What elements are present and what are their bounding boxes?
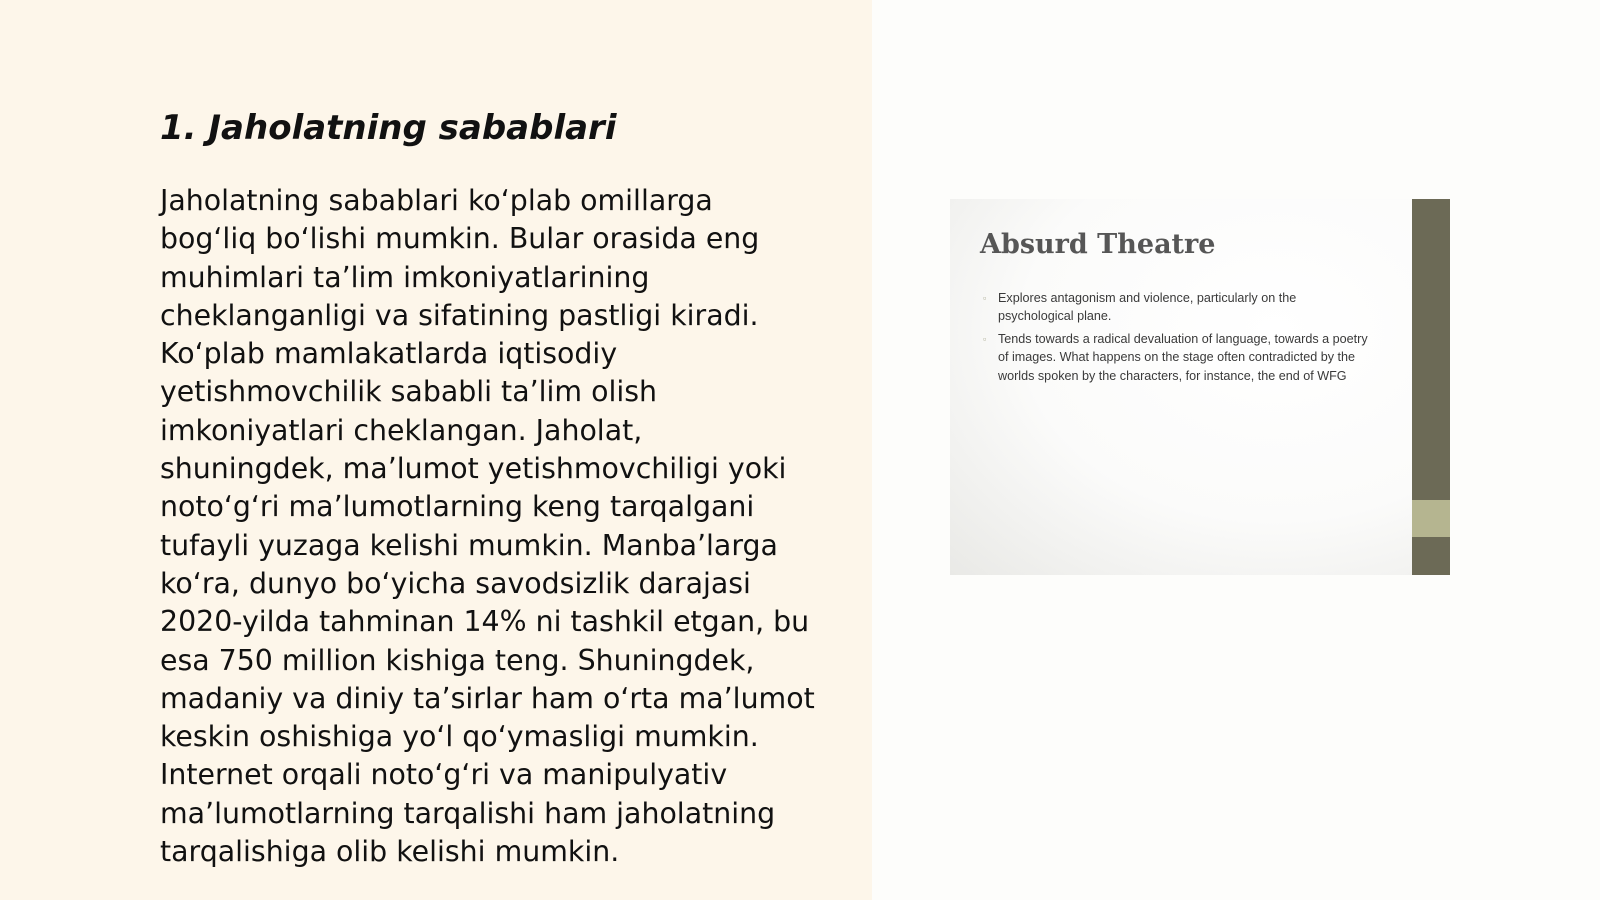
slide-title: 1. Jaholatning sabablari — [160, 108, 617, 148]
slide-body-text: Jaholatning sabablari koʻplab omillarga bogʻliq boʻlishi mumkin. Bular orasida eng muhimlari taʼlim imkoniyatlarining cheklanganligi va sifatining pastligi kiradi. Koʻplab mamlakatlarda iqtisodiy yetishmovchilik sababli taʼlim olish imkoniyatlari cheklangan. Jaholat, shuningdek, maʼlumot yetishmovchiligi yoki notoʻgʻri maʼlumotlarning keng tarqalgani tufayli yuzaga kelishi mumkin. Manbaʼlarga koʻra, dunyo boʻyicha savodsizlik darajasi 2020-yilda tahminan 14% ni tashkil etgan, bu esa 750 million kishiga teng. Shuningdek, madaniy va diniy taʼsirlar ham oʻrta maʼlumot keskin oshishiga yoʻl qoʻymasligi mumkin. Internet orqali notoʻgʻri va manipulyativ maʼlumotlarning tarqalishi ham jaholatning tarqalishiga olib kelishi mumkin. — [160, 184, 815, 869]
bullet-square-icon: ▫ — [983, 333, 987, 344]
thumbnail-title: Absurd Theatre — [980, 229, 1216, 260]
thumbnail-bullet — [980, 330, 1372, 385]
thumbnail-bullet-text: Explores antagonism and violence, particularly on the psychological plane. — [998, 291, 1297, 324]
slide-thumbnail-image — [950, 199, 1450, 575]
thumbnail-bullet-text: Tends towards a radical devaluation of language, towards a poetry of images. What happens on the stage often contradicted by the worlds spoken by the characters, for instance, the end of WFG — [998, 331, 1368, 383]
thumbnail-sidebar-accent — [1412, 500, 1450, 537]
thumbnail-bullet — [980, 289, 1372, 326]
thumbnail-bullet-list — [980, 289, 1372, 389]
bullet-square-icon: ▫ — [983, 293, 987, 303]
